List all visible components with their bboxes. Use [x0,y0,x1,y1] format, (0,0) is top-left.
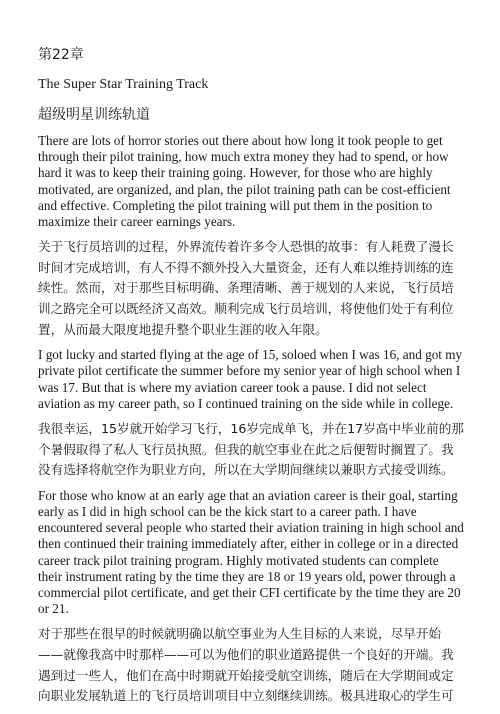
paragraph-en-2: I got lucky and started flying at the age of 15, soloed when I was 16, and got my private pilot certificate the summer before my senior year of high school when I was 17. But that is where my aviation career took a pause. I did not select aviation as my career path, so I continued training on the side while in college. [38,347,463,411]
paragraph-en-1: There are lots of horror stories out there about how long it took people to get through their pilot training, how much extra money they had to spend, or how hard it was to keep their training going. However, for those who are highly motivated, are organized, and plan, the pilot training path can be cost-efficient and effective. Completing the pilot training will put them in the position to maximize their career earnings years. [38,133,451,230]
paragraph-zh-3: 对于那些在很早的时候就明确以航空事业为人生目标的人来说，尽早开始——就像我高中时那样——可以为他们的职业道路提供一个良好的开端。我遇到过一些人，他们在高中时期就开始接受航空训练，随后在大学期间或定向职业发展轨道上的飞行员培训项目中立刻继续训练。极具进取心的学生可 [38,626,454,704]
title-chinese: 超级明星训练轨道 [38,107,150,123]
paragraph-zh-1: 关于飞行员培训的过程，外界流传着许多令人恐惧的故事：有人耗费了漫长时间才完成培训，有人不得不额外投入大量资金，还有人难以维持训练的连续性。然而，对于那些目标明确、条理清晰、善于规划的人来说，飞行员培训之路完全可以既经济又高效。顺利完成飞行员培训，将使他们处于有利位置，从而最大限度地提升整个职业生涯的收入年限。 [38,239,454,337]
document-page [38,46,466,714]
chapter-heading: 第22章 [38,47,84,63]
title-english: The Super Star Training Track [38,77,209,92]
paragraph-en-3: For those who know at an early age that an aviation career is their goal, starting early as I did in high school can be the kick start to a career path. I have encountered several people who started their aviation training in high school and then continued their training immediately after, either in college or in a directed career track pilot training program. Highly motivated students can complete their instrument rating by the time they are 18 or 19 years old, power through a commercial pilot certificate, and get their CFI certificate by the time they are 20 or 21. [38,487,464,617]
paragraph-zh-2: 我很幸运，15岁就开始学习飞行，16岁完成单飞，并在17岁高中毕业前的那个暑假取得了私人飞行员执照。但我的航空事业在此之后便暂时搁置了。我没有选择将航空作为职业方向，所以在大学期间继续以兼职方式接受训练。 [38,421,464,478]
